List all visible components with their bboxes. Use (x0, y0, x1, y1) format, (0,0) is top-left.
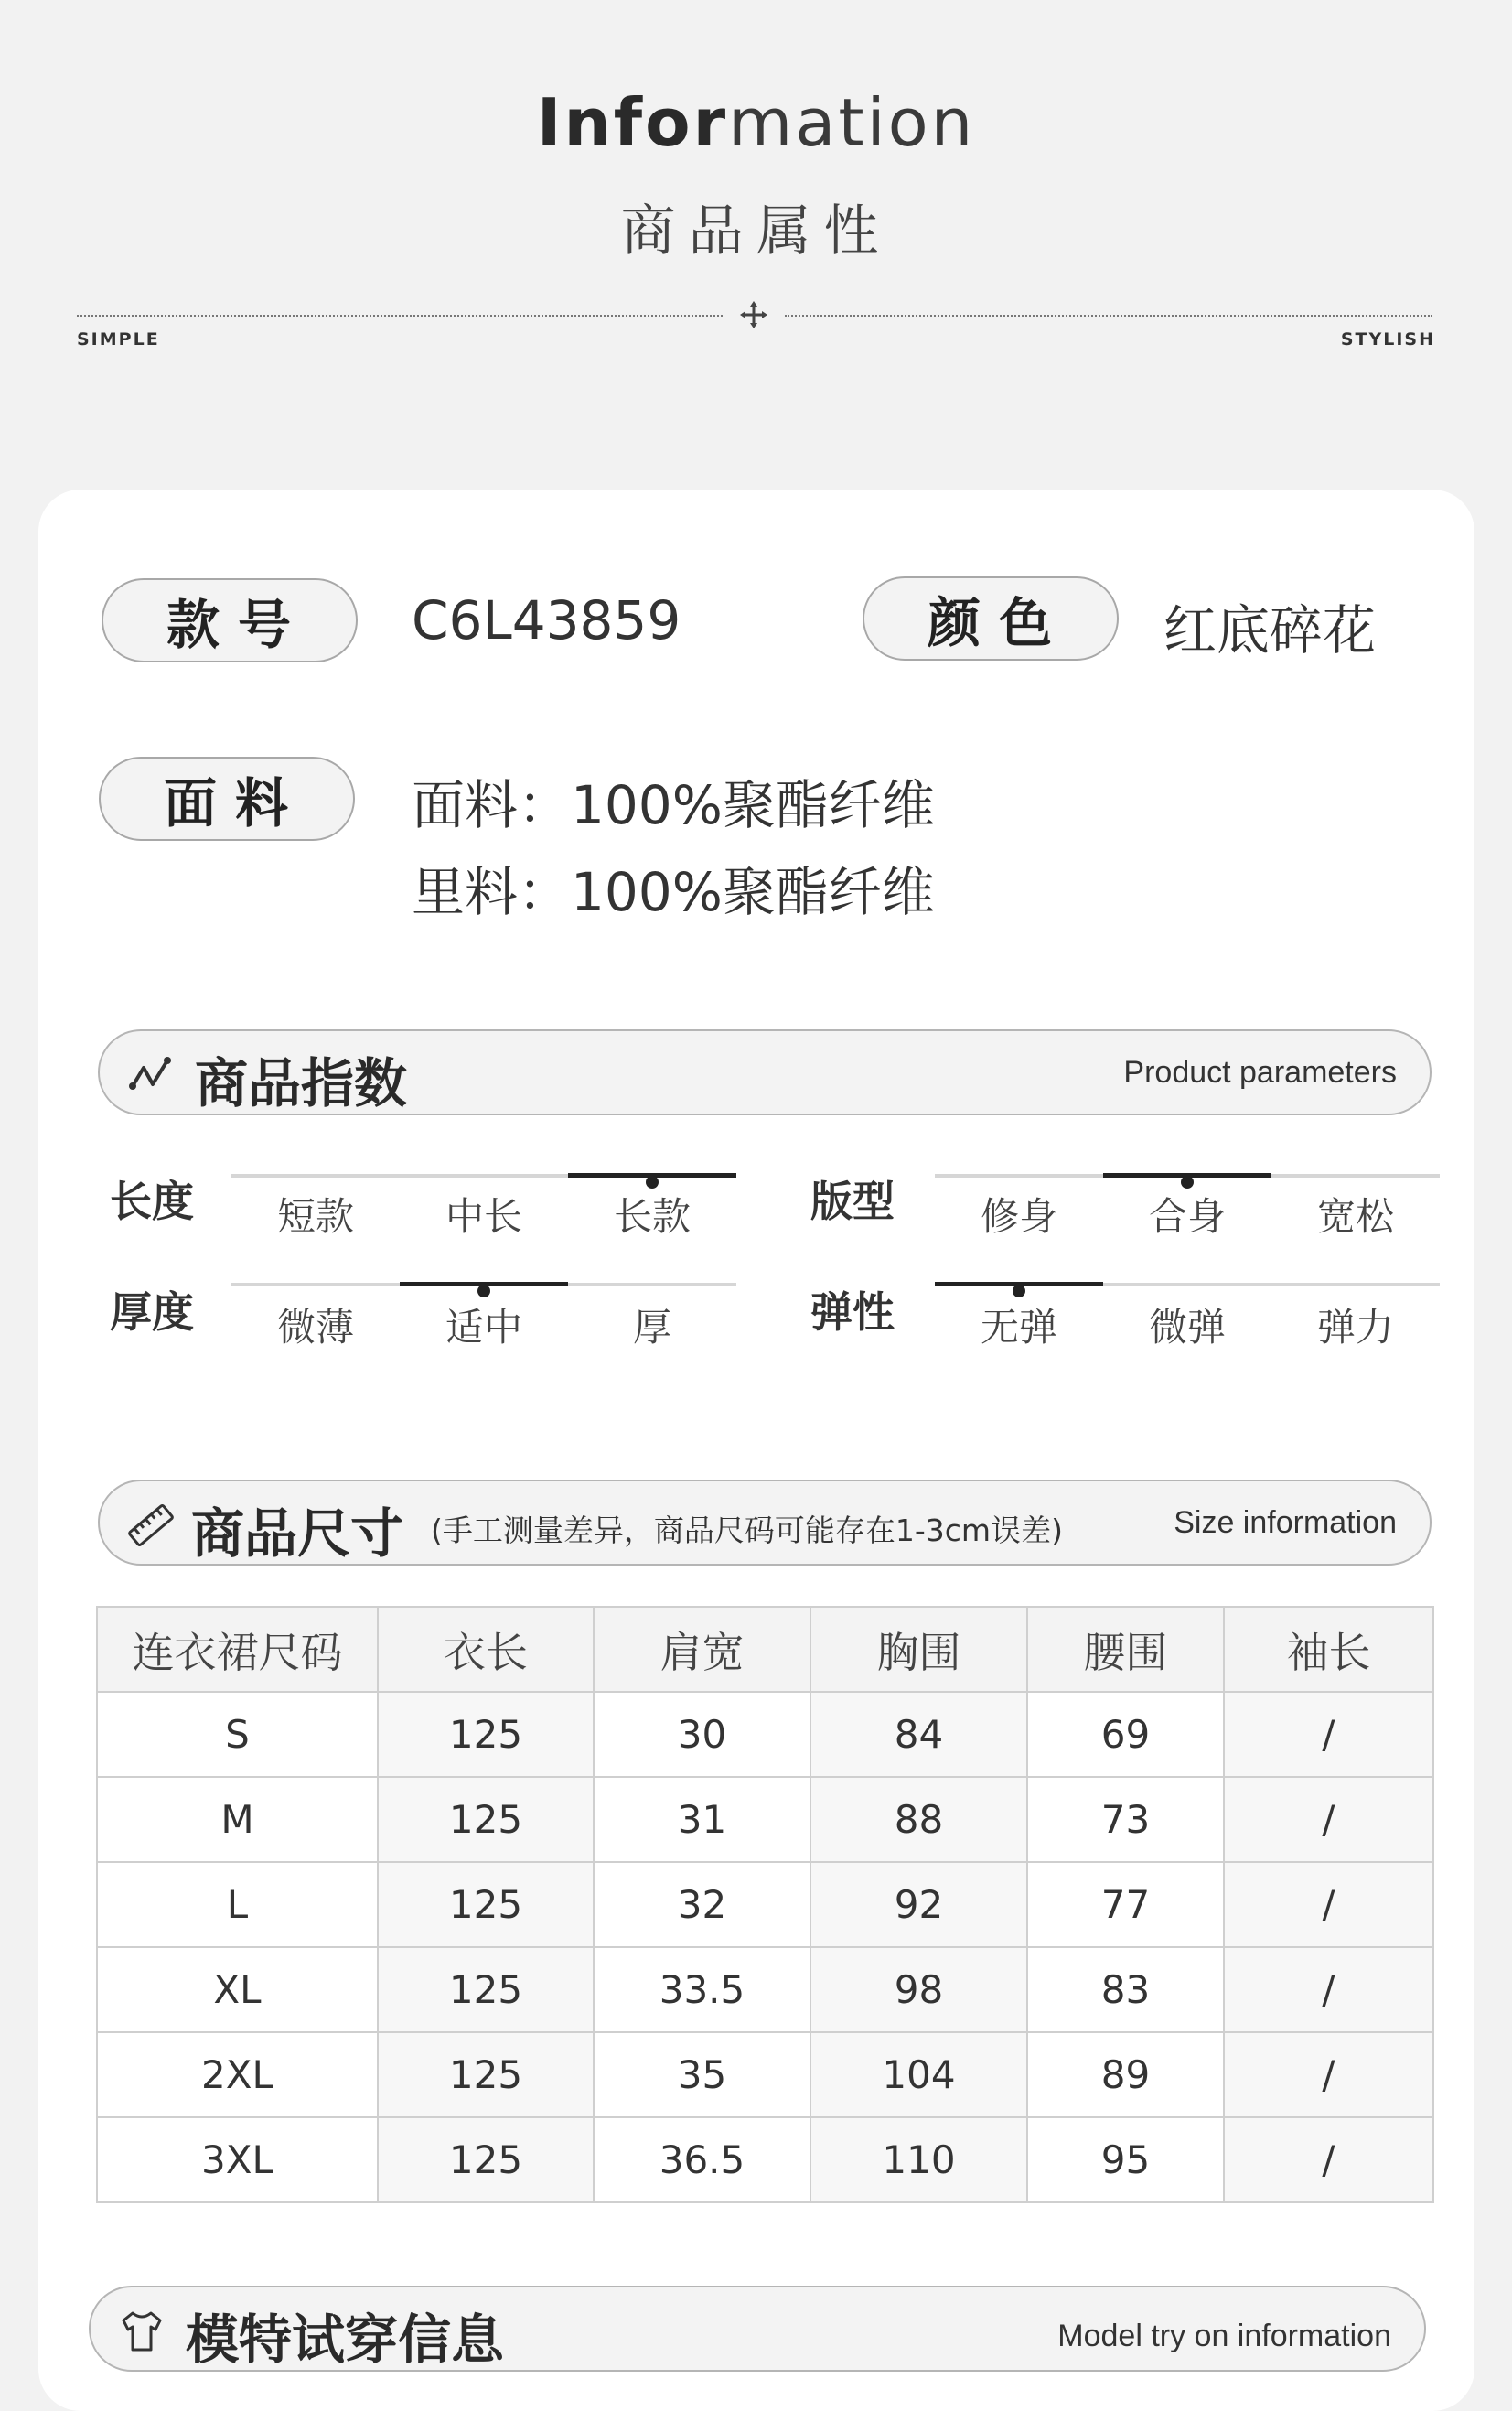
table-cell: XL (97, 1947, 378, 2032)
param-label-length: 长度 (110, 1177, 194, 1226)
table-cell: 77 (1027, 1862, 1224, 1947)
params-section-bar (98, 1029, 1432, 1115)
param-option: 合身 (1148, 1194, 1226, 1239)
table-row (97, 2032, 1433, 2117)
table-row (97, 1947, 1433, 2032)
param-option: 中长 (445, 1194, 522, 1239)
column-header: 肩宽 (594, 1607, 810, 1692)
model-section-bar (89, 2286, 1426, 2372)
fabric-label: 面料 (99, 757, 355, 841)
param-selected-dot (1013, 1285, 1025, 1297)
param-label-fit: 版型 (810, 1177, 895, 1226)
model-title: 模特试穿信息 (186, 2309, 505, 2371)
fabric-line-1: 面料：100%聚酯纤维 (412, 774, 935, 836)
shirt-icon (118, 2308, 166, 2355)
table-cell: 125 (378, 1947, 594, 2032)
style-no-value: C6L43859 (412, 589, 681, 651)
table-cell: 104 (810, 2032, 1027, 2117)
table-cell: 2XL (97, 2032, 378, 2117)
title-bold: Infor (536, 84, 729, 161)
param-option: 弹力 (1316, 1305, 1394, 1350)
column-header: 衣长 (378, 1607, 594, 1692)
table-cell: / (1224, 1862, 1433, 1947)
param-option: 厚 (632, 1305, 671, 1350)
table-cell: 33.5 (594, 1947, 810, 2032)
table-row (97, 1862, 1433, 1947)
param-option: 适中 (445, 1305, 522, 1350)
table-cell: 84 (810, 1692, 1027, 1777)
table-cell: / (1224, 2117, 1433, 2202)
table-cell: / (1224, 1777, 1433, 1862)
params-title: 商品指数 (195, 1052, 408, 1114)
param-option: 修身 (980, 1194, 1057, 1239)
size-section-bar (98, 1480, 1432, 1566)
param-label-elasticity: 弹性 (810, 1287, 895, 1337)
page-title-en (0, 84, 1512, 161)
table-cell: 125 (378, 1862, 594, 1947)
table-row (97, 1692, 1433, 1777)
fabric-line-2: 里料：100%聚酯纤维 (412, 861, 935, 923)
param-track-elasticity (935, 1283, 1440, 1286)
title-light: mation (728, 84, 976, 161)
table-cell: M (97, 1777, 378, 1862)
size-subtitle: Size information (1174, 1505, 1397, 1540)
table-cell: 35 (594, 2032, 810, 2117)
table-header-row (97, 1607, 1433, 1692)
param-option: 微薄 (276, 1305, 354, 1350)
param-option: 无弹 (980, 1305, 1057, 1350)
param-selected-dot (477, 1285, 490, 1297)
color-value: 红底碎花 (1163, 599, 1377, 662)
model-subtitle: Model try on information (1057, 2319, 1391, 2353)
table-cell: 125 (378, 2032, 594, 2117)
param-option: 短款 (276, 1194, 354, 1239)
size-note: (手工测量差异，商品尺码可能存在1-3cm误差) (431, 1512, 1063, 1548)
table-cell: 31 (594, 1777, 810, 1862)
table-row (97, 2117, 1433, 2202)
table-cell: 125 (378, 1692, 594, 1777)
size-title: 商品尺寸 (191, 1502, 404, 1565)
param-label-thickness: 厚度 (110, 1287, 194, 1337)
table-cell: 3XL (97, 2117, 378, 2202)
table-cell: S (97, 1692, 378, 1777)
table-cell: 110 (810, 2117, 1027, 2202)
column-header: 连衣裙尺码 (97, 1607, 378, 1692)
param-option: 宽松 (1316, 1194, 1394, 1239)
table-cell: 36.5 (594, 2117, 810, 2202)
table-cell: / (1224, 1692, 1433, 1777)
tag-simple: SIMPLE (77, 329, 160, 350)
table-cell: 83 (1027, 1947, 1224, 2032)
page-title-cn: 商品属性 (620, 199, 892, 264)
table-cell: 92 (810, 1862, 1027, 1947)
table-cell: 125 (378, 2117, 594, 2202)
move-cross-icon (739, 300, 768, 329)
table-cell: 98 (810, 1947, 1027, 2032)
table-cell: 88 (810, 1777, 1027, 1862)
table-cell: 69 (1027, 1692, 1224, 1777)
table-cell: 125 (378, 1777, 594, 1862)
param-track-length (231, 1174, 736, 1178)
table-cell: 73 (1027, 1777, 1224, 1862)
ruler-icon (127, 1501, 175, 1549)
divider-left (77, 315, 723, 317)
param-track-thickness (231, 1283, 736, 1286)
style-no-label: 款号 (102, 578, 358, 662)
table-row (97, 1777, 1433, 1862)
divider-right (785, 315, 1432, 317)
param-track-fit (935, 1174, 1440, 1178)
table-cell: 30 (594, 1692, 810, 1777)
table-cell: / (1224, 2032, 1433, 2117)
table-cell: 89 (1027, 2032, 1224, 2117)
param-option: 长款 (613, 1194, 691, 1239)
param-option: 微弹 (1148, 1305, 1226, 1350)
column-header: 胸围 (810, 1607, 1027, 1692)
tag-stylish: STYLISH (1340, 329, 1435, 350)
table-cell: / (1224, 1947, 1433, 2032)
column-header: 袖长 (1224, 1607, 1433, 1692)
color-label: 颜色 (863, 576, 1119, 661)
table-cell: 32 (594, 1862, 810, 1947)
size-table (96, 1606, 1434, 2203)
table-cell: L (97, 1862, 378, 1947)
params-subtitle: Product parameters (1123, 1055, 1397, 1090)
column-header: 腰围 (1027, 1607, 1224, 1692)
table-cell: 95 (1027, 2117, 1224, 2202)
trend-line-icon (127, 1051, 175, 1099)
